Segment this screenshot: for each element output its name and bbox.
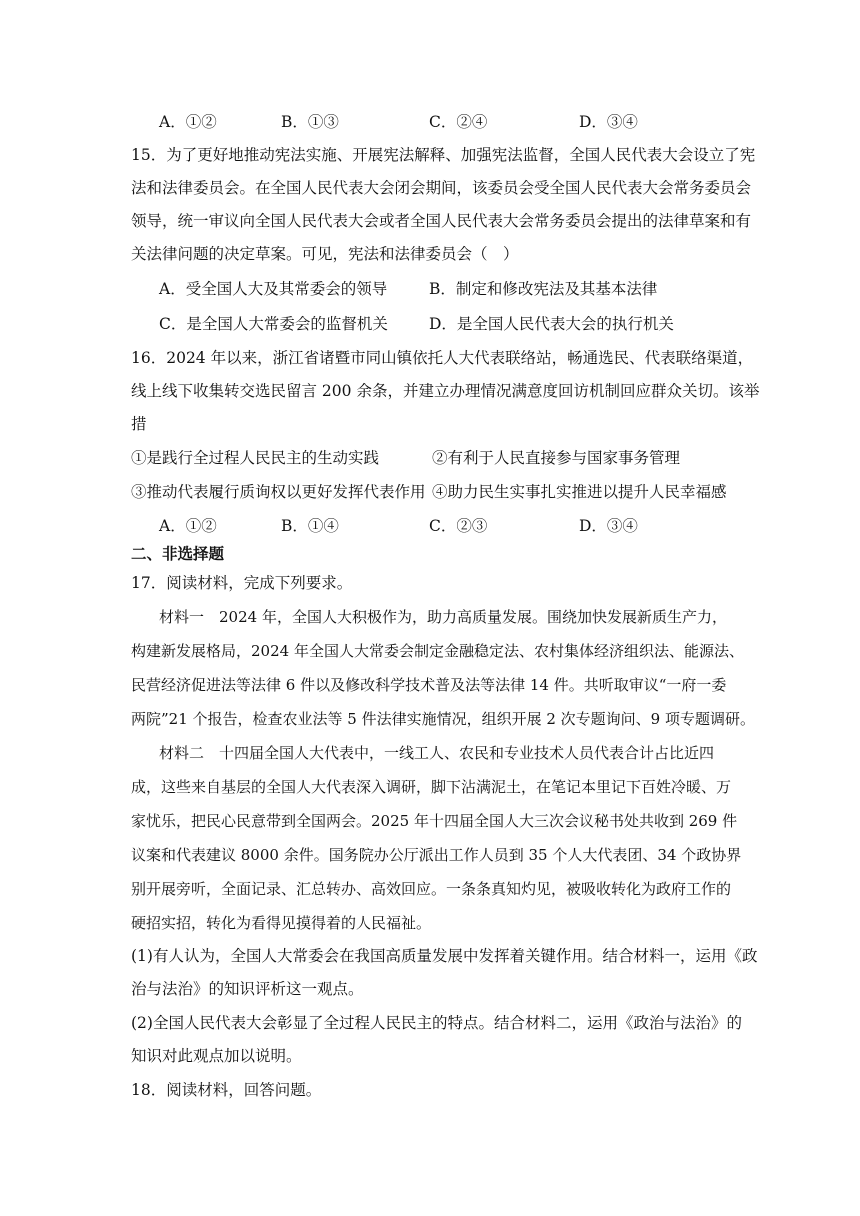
- q17-material1-line-2: 构建新发展格局，2024 年全国人大常委会制定金融稳定法、农村集体经济组织法、能源法、: [131, 642, 744, 660]
- q17-sub1-line-1: (1)有人认为，全国人大常委会在我国高质量发展中发挥着关键作用。结合材料一，运用《政: [131, 947, 758, 965]
- q15-option-c: C．是全国人大常委会的监督机关: [159, 315, 388, 333]
- q16-line-1: 16．2024 年以来，浙江省诸暨市同山镇依托人大代表联络站，畅通选民、代表联络渠道，: [131, 349, 754, 367]
- q14-option-d: D．③④: [579, 113, 638, 131]
- q16-statement-2: ②有利于人民直接参与国家事务管理: [432, 449, 681, 467]
- q17-stem: 17．阅读材料，完成下列要求。: [131, 574, 353, 592]
- q14-option-c: C．②④: [429, 113, 488, 131]
- q14-option-a: A．①②: [159, 113, 217, 131]
- q16-option-b: B．①④: [281, 517, 339, 535]
- q14-option-b: B．①③: [281, 113, 339, 131]
- q17-sub1-line-2: 治与法治》的知识评析这一观点。: [131, 980, 364, 998]
- q17-material2-line-2: 成，这些来自基层的全国人大代表深入调研，脚下沾满泥土，在笔记本里记下百姓冷暖、万: [131, 778, 732, 796]
- q16-statement-1: ①是践行全过程人民民主的生动实践: [131, 449, 380, 467]
- q17-material1-line-1: 材料一 2024 年，全国人大积极作为，助力高质量发展。围绕加快发展新质生产力，: [159, 608, 727, 626]
- q16-option-a: A．①②: [159, 517, 217, 535]
- q15-option-a: A．受全国人大及其常委会的领导: [159, 280, 388, 298]
- q15-option-d: D．是全国人民代表大会的执行机关: [429, 315, 674, 333]
- q17-material2-line-4: 议案和代表建议 8000 余件。国务院办公厅派出工作人员到 35 个人大代表团、34 个政协界: [131, 846, 742, 864]
- q17-material2-line-3: 家忧乐，把民心民意带到全国两会。2025 年十四届全国人大三次会议秘书处共收到 269 件: [131, 812, 738, 830]
- q15-line-3: 领导，统一审议向全国人民代表大会或者全国人民代表大会常务委员会提出的法律草案和有: [131, 212, 752, 230]
- q17-sub2-line-1: (2)全国人民代表大会彰显了全过程人民民主的特点。结合材料二，运用《政治与法治》的: [131, 1014, 742, 1032]
- q17-material1-line-3: 民营经济促进法等法律 6 件以及修改科学技术普及法等法律 14 件。共听取审议“一府一委: [131, 676, 727, 694]
- q16-option-d: D．③④: [579, 517, 638, 535]
- q16-option-c: C．②③: [429, 517, 488, 535]
- q15-line-1: 15．为了更好地推动宪法实施、开展宪法解释、加强宪法监督，全国人民代表大会设立了宪: [131, 146, 756, 164]
- q15-option-b: B．制定和修改宪法及其基本法律: [429, 280, 658, 298]
- q17-material2-line-6: 硬招实招，转化为看得见摸得着的人民福祉。: [131, 914, 432, 932]
- q16-line-3: 措: [131, 415, 147, 433]
- q16-statement-4: ④助力民生实事扎实推进以提升人民幸福感: [432, 483, 727, 501]
- q17-material2-line-1: 材料二 十四届全国人大代表中，一线工人、农民和专业技术人员代表合计占比近四: [159, 744, 715, 762]
- q18-stem: 18．阅读材料，回答问题。: [131, 1081, 322, 1099]
- q16-statement-3: ③推动代表履行质询权以更好发挥代表作用: [131, 483, 426, 501]
- q16-line-2: 线上线下收集转交选民留言 200 余条，并建立办理情况满意度回访机制回应群众关切。该举: [131, 382, 760, 400]
- q17-material2-line-5: 别开展旁听，全面记录、汇总转办、高效回应。一条条真知灼见，被吸收转化为政府工作的: [131, 880, 732, 898]
- q17-sub2-line-2: 知识对此观点加以说明。: [131, 1047, 302, 1065]
- section-title: 二、非选择题: [131, 544, 225, 563]
- q15-line-2: 法和法律委员会。在全国人民代表大会闭会期间，该委员会受全国人民代表大会常务委员会: [131, 179, 752, 197]
- q17-material1-line-4: 两院”21 个报告，检查农业法等 5 件法律实施情况，组织开展 2 次专题询问、9 项专题调研。: [131, 710, 755, 728]
- q15-line-4: 关法律问题的决定草案。可见，宪法和法律委员会（ ）: [131, 245, 519, 263]
